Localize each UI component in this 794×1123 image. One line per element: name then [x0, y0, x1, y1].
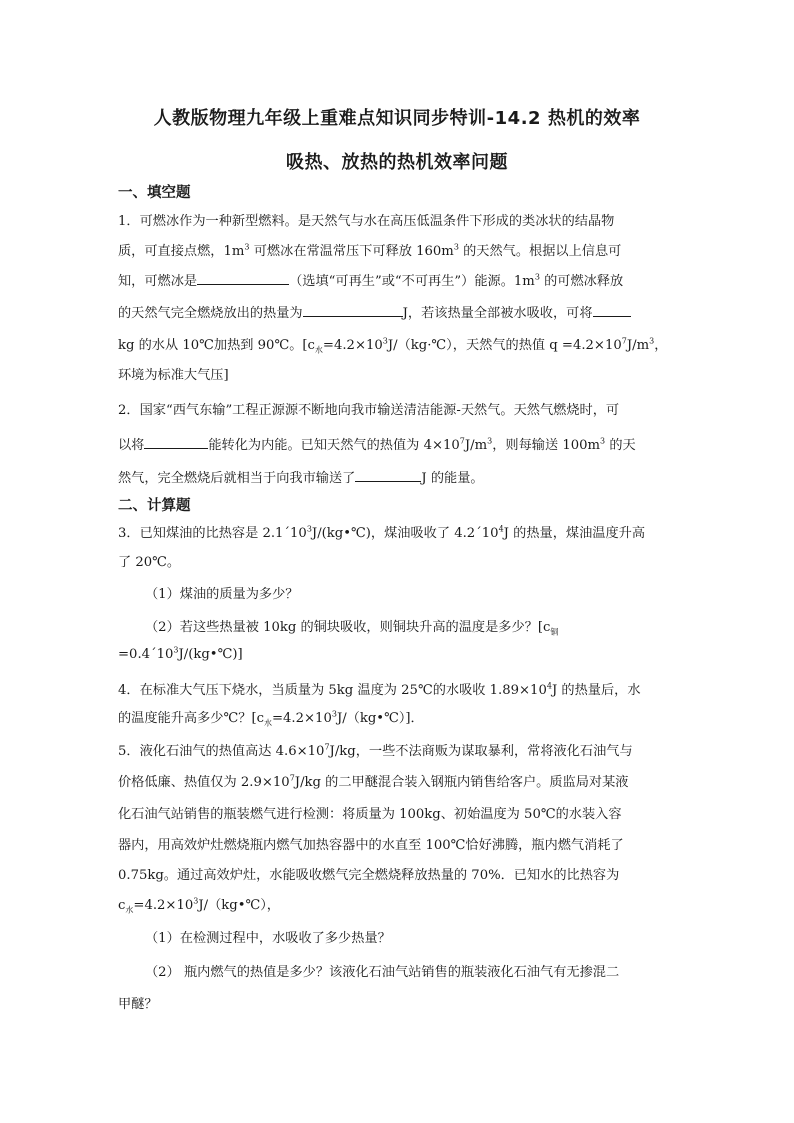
q5-part-1: （1）在检测过程中，水吸收了多少热量？ — [145, 931, 391, 946]
section-fill-in: 一、填空题 — [118, 185, 191, 201]
q5-part-2-cont: 甲醚？ — [118, 997, 158, 1012]
answer-blank[interactable] — [144, 436, 208, 449]
q3-part-2-cont: $=0.4´10^3J/(kg•℃)$] — [118, 645, 243, 662]
q3-line-2: 了 20℃。 — [118, 555, 181, 570]
q2-line-2: 以将 能转化为内能。已知天然气的热值为 $4\times 10^7J/m^3$，则每输送 $100m^3$ 的天 — [118, 436, 636, 453]
q3-line-1: 3．已知煤油的比热容是 $2.1´10^3J/(kg•℃)$，煤油吸收了 $4.2´10^4J$ 的热量，煤油温度升高 — [118, 524, 646, 541]
page-subtitle: 吸热、放热的热机效率问题 — [286, 152, 508, 173]
q5-line-4: 器内，用高效炉灶燃烧瓶内燃气加热容器中的水直至 100℃恰好沸腾，瓶内燃气消耗了 — [118, 838, 624, 853]
page-title: 人教版物理九年级上重难点知识同步特训-14.2 热机的效率 — [153, 108, 641, 129]
q1-line-3: 知，可燃冰是 （选填“可再生”或“不可再生”）能源。$1m^3$ 的可燃冰释放 — [118, 272, 624, 289]
q5-line-1: 5．液化石油气的热值高达 $4.6\times 10^7J/kg$，一些不法商贩为谋取暴利，常将液化石油气与 — [118, 742, 633, 759]
q1-line-4: 的天然气完全燃烧放出的热量为 J，若该热量全部被水吸收，可将 — [118, 302, 678, 321]
q4-line-1: 4．在标准大气压下烧水，当质量为 5kg 温度为 25℃的水吸收 $1.89\times 10^4J$ 的热量后，水 — [118, 681, 641, 698]
q1-line-5: kg 的水从 10℃加热到 90℃。[$c_水=4.2\times 10^3J/(kg\cdot℃)$，天然气的热值 $q =4.2\times 10^7J/m^3$， — [118, 336, 668, 355]
answer-blank[interactable] — [197, 272, 289, 285]
q3-part-1: （1）煤油的质量为多少？ — [145, 587, 299, 602]
q2-line-3: 然气，完全燃烧后就相当于向我市输送了 J 的能量。 — [118, 471, 484, 486]
q5-line-5: 0.75kg。通过高效炉灶，水能吸收燃气完全燃烧释放热量的 70%．已知水的比热容为 — [118, 868, 620, 883]
answer-blank[interactable] — [593, 304, 631, 317]
q1-line-1: 1．可燃冰作为一种新型燃料。是天然气与水在高压低温条件下形成的类冰状的结晶物 — [118, 214, 615, 229]
q4-line-2: 的温度能升高多少℃？$[c_水=4.2\times 10^3J/(kg•℃)]$． — [118, 709, 424, 728]
q5-line-6: $c_水=4.2\times 10^3J/(kg•℃)$， — [118, 896, 280, 915]
q3-part-2: （2）若这些热量被 10kg 的铜块吸收，则铜块升高的温度是多少？[$c_铜$ — [145, 620, 559, 637]
q5-part-2: （2） 瓶内燃气的热值是多少？该液化石油气站销售的瓶装液化石油气有无掺混二 — [145, 965, 620, 980]
answer-blank[interactable] — [303, 304, 403, 317]
section-calculation: 二、计算题 — [118, 498, 191, 514]
q1-line-6: 环境为标准大气压] — [118, 368, 229, 383]
q5-line-2: 价格低廉、热值仅为 $2.9\times 10^7J/kg$ 的二甲醚混合装入钢瓶内销售给客户。质监局对某液 — [118, 773, 629, 790]
answer-blank[interactable] — [355, 469, 421, 482]
q5-line-3: 化石油气站销售的瓶装燃气进行检测：将质量为 100kg、初始温度为 50℃的水装入容 — [118, 807, 622, 822]
q2-line-1: 2．国家“西气东输”工程正源源不断地向我市输送清洁能源-天然气。天然气燃烧时，可 — [118, 403, 620, 418]
q1-line-2: 质，可直接点燃，$1m^3$ 可燃冰在常温常压下可释放 $160m^3$ 的天然气。根据以上信息可 — [118, 242, 622, 259]
